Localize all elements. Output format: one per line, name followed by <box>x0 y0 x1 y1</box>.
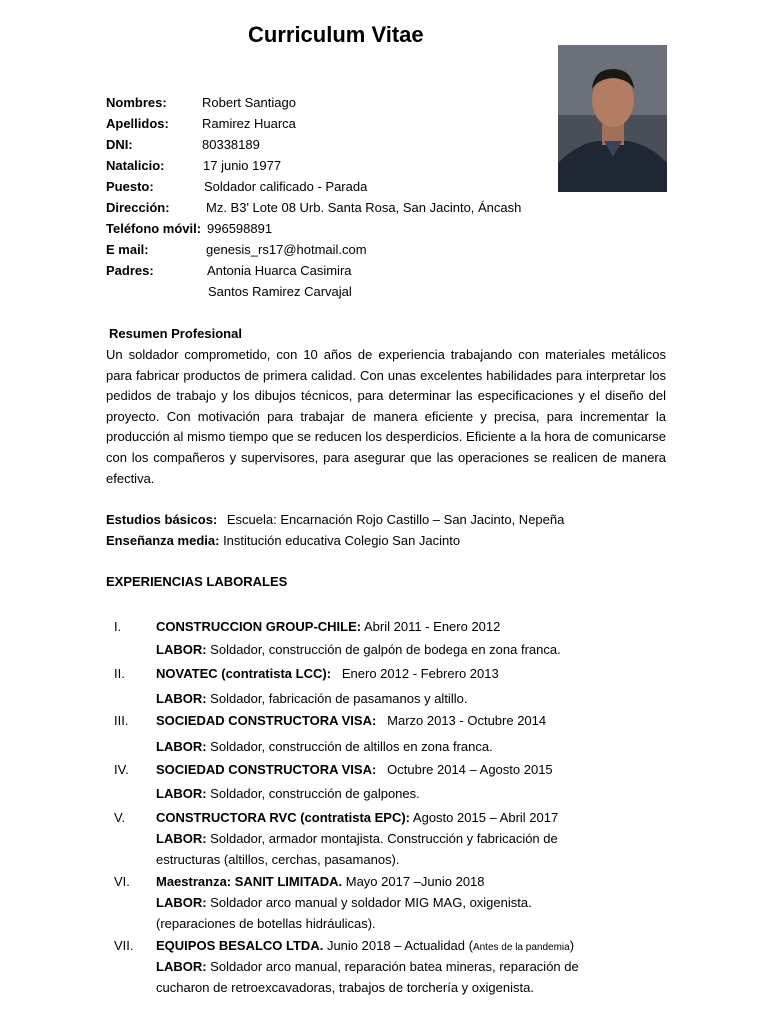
puesto-label: Puesto: <box>106 179 154 194</box>
apellidos-value: Ramirez Huarca <box>202 116 296 131</box>
email-value: genesis_rs17@hotmail.com <box>206 242 367 257</box>
experience-number: VI. <box>114 874 130 889</box>
summary-text: Un soldador comprometido, con 10 años de experiencia trabajando con materiales metálicos para fabricar productos de primera calidad. Con unas excelentes habilidades para interpretar los pedidos de trabajo y los dibujos técnicos, para determinar las especificaciones y el diseño del proyecto. Con motivación para trabajar de manera eficiente y precisa, para incrementar la producción al mismo tiempo que se reducen los desperdicios. Eficiente a la hora de comunicarse con los compañeros y supervisores, para asegurar que las operaciones se realicen de manera efectiva. <box>106 347 666 486</box>
dni-value: 80338189 <box>202 137 260 152</box>
experience-heading <box>156 619 500 634</box>
experience-number: V. <box>114 810 126 825</box>
experience-number: IV. <box>114 762 129 777</box>
labor-label: LABOR: <box>156 739 207 754</box>
natalicio-label: Natalicio: <box>106 158 165 173</box>
experience-labor <box>156 893 596 934</box>
telefono-label: Teléfono móvil: <box>106 221 202 236</box>
nombres-value: Robert Santiago <box>202 95 296 110</box>
labor-label: LABOR: <box>156 642 207 657</box>
experience-number: VII. <box>114 938 134 953</box>
direccion-label: Dirección: <box>106 200 170 215</box>
labor-label: LABOR: <box>156 895 207 910</box>
experience-note: Antes de la pandemia <box>472 942 570 953</box>
labor-text: Soldador, fabricación de pasamanos y altillo. <box>210 691 468 706</box>
summary-title: Resumen Profesional <box>109 326 242 341</box>
experience-labor <box>156 957 596 998</box>
experience-labor <box>156 640 596 661</box>
experience-company: CONSTRUCTORA RVC (contratista EPC): <box>156 810 411 825</box>
experience-dates: Abril 2011 - Enero 2012 <box>364 619 501 634</box>
telefono-value: 996598891 <box>207 221 273 236</box>
padres-value-2: Santos Ramirez Carvajal <box>208 284 352 299</box>
experience-heading <box>156 938 574 953</box>
experience-dates: Octubre 2014 – Agosto 2015 <box>387 762 553 777</box>
labor-text: Soldador, construcción de galpón de bodega en zona franca. <box>210 642 561 657</box>
experience-number: III. <box>114 713 129 728</box>
labor-text: Soldador arco manual, reparación batea mineras, reparación de cucharon de retroexcavadoras, trabajos de torchería y oxigenista. <box>156 959 579 995</box>
experience-labor <box>156 689 596 710</box>
page-title: Curriculum Vitae <box>248 22 424 47</box>
experience-number: I. <box>114 619 122 634</box>
apellidos-label: Apellidos: <box>106 116 169 131</box>
experience-dates: Enero 2012 - Febrero 2013 <box>341 666 499 681</box>
experience-dates-end: ) <box>569 938 575 953</box>
profile-photo <box>558 45 667 192</box>
puesto-value: Soldador calificado - Parada <box>204 179 368 194</box>
experience-company: NOVATEC (contratista LCC): <box>156 666 332 681</box>
experience-dates: Marzo 2013 - Octubre 2014 <box>387 713 547 728</box>
experience-heading <box>156 666 499 681</box>
experience-labor <box>156 737 596 758</box>
experience-company: Maestranza: SANIT LIMITADA. <box>156 874 343 889</box>
natalicio-value: 17 junio 1977 <box>203 158 282 173</box>
studies-media-value: Institución educativa Colegio San Jacinto <box>223 533 461 548</box>
experience-labor <box>156 829 596 870</box>
experience-company: EQUIPOS BESALCO LTDA. <box>156 938 324 953</box>
direccion-value: Mz. B3' Lote 08 Urb. Santa Rosa, San Jacinto, Áncash <box>206 200 522 215</box>
experience-company: SOCIEDAD CONSTRUCTORA VISA: <box>156 762 377 777</box>
experience-dates: Agosto 2015 – Abril 2017 <box>412 810 559 825</box>
studies-basic-value: Escuela: Encarnación Rojo Castillo – San Jacinto, Nepeña <box>226 512 565 527</box>
labor-text: Soldador, armador montajista. Construcción y fabricación de estructuras (altillos, cerchas, pasamanos). <box>156 831 558 867</box>
studies-basic-label: Estudios básicos: <box>106 512 218 527</box>
experience-company: SOCIEDAD CONSTRUCTORA VISA: <box>156 713 377 728</box>
labor-label: LABOR: <box>156 691 207 706</box>
email-label: E mail: <box>106 242 149 257</box>
experience-dates: Junio 2018 – Actualidad ( <box>326 938 473 953</box>
dni-label: DNI: <box>106 137 133 152</box>
studies-media-label: Enseñanza media: <box>106 533 220 548</box>
labor-text: Soldador arco manual y soldador MIG MAG, oxigenista. (reparaciones de botellas hidráulicas). <box>156 895 532 931</box>
studies-basic <box>106 512 564 527</box>
padres-value-1: Antonia Huarca Casimira <box>207 263 352 278</box>
labor-text: Soldador, construcción de galpones. <box>210 786 420 801</box>
labor-label: LABOR: <box>156 959 207 974</box>
studies-media <box>106 533 460 548</box>
experience-company: CONSTRUCCION GROUP-CHILE: <box>156 619 362 634</box>
experience-number: II. <box>114 666 125 681</box>
experience-heading <box>156 713 546 728</box>
experience-heading <box>156 762 553 777</box>
experience-labor <box>156 784 596 805</box>
labor-label: LABOR: <box>156 786 207 801</box>
experience-dates: Mayo 2017 –Junio 2018 <box>345 874 485 889</box>
labor-label: LABOR: <box>156 831 207 846</box>
nombres-label: Nombres: <box>106 95 167 110</box>
experience-heading <box>156 810 558 825</box>
labor-text: Soldador, construcción de altillos en zona franca. <box>210 739 493 754</box>
experience-title: EXPERIENCIAS LABORALES <box>106 574 288 589</box>
padres-label: Padres: <box>106 263 154 278</box>
experience-heading <box>156 874 485 889</box>
